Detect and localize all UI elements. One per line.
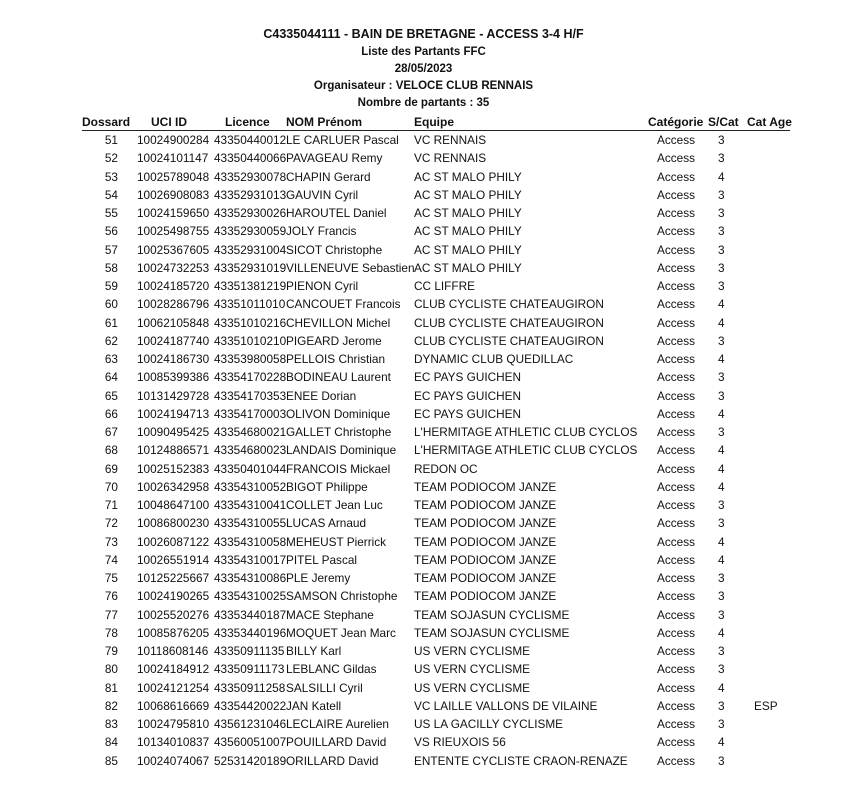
cell-licence: 43350911258 — [214, 680, 286, 695]
cell-uci-id: 10024121254 — [137, 680, 210, 695]
cell-equipe: TEAM PODIOCOM JANZE — [414, 498, 557, 512]
table-row — [0, 752, 847, 770]
cell-categorie: Access — [657, 315, 696, 330]
cell-licence: 43350440066 — [214, 151, 287, 166]
table-row — [0, 624, 847, 642]
cell-dossard: 62 — [104, 333, 118, 348]
cell-scat: 3 — [718, 242, 725, 257]
cell-scat: 3 — [718, 388, 725, 403]
cell-categorie: Access — [657, 589, 696, 604]
table-header — [82, 114, 790, 131]
cell-uci-id: 10048647100 — [137, 498, 210, 512]
cell-categorie: Access — [657, 425, 696, 439]
table-row — [0, 277, 847, 295]
header-nom: NOM Prénom — [286, 115, 363, 129]
cell-categorie: Access — [657, 151, 696, 166]
cell-licence: 43352931013 — [214, 187, 287, 202]
cell-licence: 52531420189 — [214, 753, 287, 768]
table-row — [0, 368, 847, 386]
table-row — [0, 332, 847, 350]
cell-licence: 43561231046 — [214, 717, 287, 731]
cell-categorie: Access — [657, 169, 696, 184]
cell-equipe: VS RIEUXOIS 56 — [414, 735, 506, 750]
cell-scat: 3 — [718, 206, 725, 220]
cell-equipe: AC ST MALO PHILY — [414, 224, 522, 239]
cell-scat: 4 — [718, 169, 725, 184]
cell-uci-id: 10068616669 — [137, 698, 210, 713]
cell-categorie: Access — [657, 461, 696, 476]
cell-nom: SALSILLI Cyril — [286, 680, 363, 695]
cell-dossard: 55 — [104, 206, 118, 220]
cell-categorie: Access — [657, 352, 696, 366]
header-licence: Licence — [225, 115, 270, 129]
table-row — [0, 569, 847, 587]
cell-scat: 3 — [718, 333, 725, 348]
cell-nom: LUCAS Arnaud — [286, 516, 367, 531]
table-row — [0, 387, 847, 405]
cell-scat: 3 — [718, 498, 725, 512]
race-title: C4335044111 - BAIN DE BRETAGNE - ACCESS 3-4 H/F — [263, 27, 584, 41]
cell-scat: 3 — [718, 133, 725, 147]
cell-uci-id: 10026087122 — [137, 534, 210, 549]
cell-licence: 43350401044 — [214, 461, 287, 476]
cell-licence: 43354420022 — [214, 698, 287, 713]
cell-dossard: 75 — [104, 571, 118, 585]
cell-equipe: CC LIFFRE — [414, 279, 475, 293]
cell-equipe: TEAM PODIOCOM JANZE — [414, 516, 557, 531]
cell-nom: GALLET Christophe — [286, 425, 392, 439]
cell-equipe: VC RENNAIS — [414, 151, 487, 166]
cell-categorie: Access — [657, 698, 696, 713]
cell-dossard: 52 — [104, 151, 118, 166]
starters-count: Nombre de partants : 35 — [357, 97, 490, 109]
cell-scat: 4 — [718, 352, 725, 366]
cell-uci-id: 10024732253 — [137, 260, 210, 275]
cell-dossard: 54 — [104, 187, 118, 202]
cell-uci-id: 10025367605 — [137, 242, 210, 257]
cell-licence: 43352930059 — [214, 224, 287, 239]
cell-licence: 43352931004 — [214, 242, 287, 257]
cell-dossard: 61 — [104, 315, 118, 330]
cell-categorie: Access — [657, 133, 696, 147]
cell-nom: BILLY Karl — [286, 644, 342, 658]
cell-licence: 43352930078 — [214, 169, 287, 184]
table-row — [0, 606, 847, 624]
cell-scat: 4 — [718, 406, 725, 421]
cell-nom: HAROUTEL Daniel — [286, 206, 387, 220]
document-title — [0, 26, 847, 44]
cell-categorie: Access — [657, 717, 696, 731]
cell-dossard: 81 — [104, 680, 118, 695]
table-row — [0, 514, 847, 532]
cell-categorie: Access — [657, 680, 696, 695]
cell-licence: 43351011010 — [214, 297, 286, 312]
cell-equipe: US LA GACILLY CYCLISME — [414, 717, 564, 731]
cell-equipe: CLUB CYCLISTE CHATEAUGIRON — [414, 333, 604, 348]
cell-licence: 43354310017 — [214, 552, 287, 567]
cell-uci-id: 10024101147 — [137, 151, 209, 166]
table-row — [0, 423, 847, 441]
cell-scat: 3 — [718, 370, 725, 385]
cell-dossard: 58 — [104, 260, 118, 275]
cell-categorie: Access — [657, 187, 696, 202]
cell-nom: POUILLARD David — [286, 735, 387, 750]
cell-scat: 3 — [718, 279, 725, 293]
header-scat: S/Cat — [708, 115, 739, 129]
table-row — [0, 478, 847, 496]
cell-equipe: AC ST MALO PHILY — [414, 242, 522, 257]
cell-scat: 3 — [718, 589, 725, 604]
cell-licence: 43353440196 — [214, 625, 287, 640]
cell-dossard: 64 — [104, 370, 118, 385]
starters-table — [0, 131, 847, 770]
cell-licence: 43351010216 — [214, 315, 287, 330]
cell-dossard: 72 — [104, 516, 118, 531]
cell-scat: 4 — [718, 479, 725, 494]
table-row — [0, 295, 847, 313]
cell-nom: PAVAGEAU Remy — [286, 151, 383, 166]
cell-nom: PIENON Cyril — [286, 279, 359, 293]
cell-categorie: Access — [657, 443, 696, 458]
cell-uci-id: 10086800230 — [137, 516, 210, 531]
cell-equipe: US VERN CYCLISME — [414, 644, 531, 658]
cell-scat: 4 — [718, 443, 725, 458]
cell-scat: 3 — [718, 753, 725, 768]
table-row — [0, 679, 847, 697]
cell-licence: 43354310058 — [214, 534, 287, 549]
cell-equipe: TEAM PODIOCOM JANZE — [414, 479, 557, 494]
cell-licence: 43354310086 — [214, 571, 287, 585]
cell-categorie: Access — [657, 625, 696, 640]
cell-uci-id: 10062105848 — [137, 315, 210, 330]
cell-categorie: Access — [657, 534, 696, 549]
header-categorie: Catégorie — [648, 115, 704, 129]
cell-licence: 43352930026 — [214, 206, 287, 220]
cell-nom: JOLY Francis — [286, 224, 357, 239]
cell-dossard: 76 — [104, 589, 118, 604]
cell-equipe: CLUB CYCLISTE CHATEAUGIRON — [414, 315, 604, 330]
table-row — [0, 715, 847, 733]
cell-equipe: TEAM SOJASUN CYCLISME — [414, 607, 570, 622]
cell-scat: 3 — [718, 717, 725, 731]
cell-equipe: ENTENTE CYCLISTE CRAON-RENAZE — [414, 753, 628, 768]
cell-nom: FRANCOIS Mickael — [286, 461, 391, 476]
table-row — [0, 350, 847, 368]
cell-equipe: TEAM PODIOCOM JANZE — [414, 552, 557, 567]
cell-uci-id: 10134010837 — [137, 735, 210, 750]
cell-nom: PITEL Pascal — [286, 552, 358, 567]
cell-dossard: 77 — [104, 607, 118, 622]
cell-uci-id: 10025520276 — [137, 607, 210, 622]
cell-categorie: Access — [657, 333, 696, 348]
cell-licence: 43354310041 — [214, 498, 287, 512]
cell-nom: CHEVILLON Michel — [286, 315, 391, 330]
cell-equipe: REDON OC — [414, 461, 478, 476]
cell-uci-id: 10024185720 — [137, 279, 210, 293]
cell-scat: 4 — [718, 680, 725, 695]
cell-nom: PELLOIS Christian — [286, 352, 386, 366]
cell-nom: PLE Jeremy — [286, 571, 351, 585]
cell-dossard: 57 — [104, 242, 118, 257]
table-row — [0, 733, 847, 751]
cell-scat: 3 — [718, 151, 725, 166]
cell-licence: 43354170353 — [214, 388, 287, 403]
cell-dossard: 51 — [104, 133, 118, 147]
cell-nom: MACE Stephane — [286, 607, 374, 622]
cell-scat: 4 — [718, 297, 725, 312]
cell-dossard: 63 — [104, 352, 118, 366]
cell-categorie: Access — [657, 571, 696, 585]
cell-licence: 43350440012 — [214, 133, 287, 147]
cell-dossard: 67 — [104, 425, 118, 439]
cell-uci-id: 10026551914 — [137, 552, 210, 567]
cell-licence: 43354310052 — [214, 479, 287, 494]
table-row — [0, 533, 847, 551]
cell-dossard: 71 — [104, 498, 118, 512]
cell-dossard: 53 — [104, 169, 118, 184]
cell-scat: 3 — [718, 425, 725, 439]
cell-equipe: CLUB CYCLISTE CHATEAUGIRON — [414, 297, 604, 312]
cell-licence: 43350911135 — [214, 644, 285, 658]
table-row — [0, 642, 847, 660]
cell-uci-id: 10085399386 — [137, 370, 210, 385]
table-row — [0, 131, 847, 149]
cell-licence: 43354680021 — [214, 425, 287, 439]
cell-uci-id: 10024074067 — [137, 753, 210, 768]
cell-nom: JAN Katell — [286, 698, 342, 713]
cell-uci-id: 10028286796 — [137, 297, 210, 312]
cell-nom: LEBLANC Gildas — [286, 662, 377, 677]
cell-uci-id: 10026908083 — [137, 187, 210, 202]
organizer: Organisateur : VELOCE CLUB RENNAIS — [313, 80, 534, 92]
cell-equipe: DYNAMIC CLUB QUEDILLAC — [414, 352, 574, 366]
cell-categorie: Access — [657, 479, 696, 494]
cell-categorie: Access — [657, 370, 696, 385]
table-row — [0, 587, 847, 605]
cell-scat: 3 — [718, 607, 725, 622]
table-row — [0, 405, 847, 423]
cell-equipe: AC ST MALO PHILY — [414, 169, 522, 184]
cell-dossard: 66 — [104, 406, 118, 421]
cell-dossard: 56 — [104, 224, 118, 239]
cell-scat: 4 — [718, 625, 725, 640]
cell-nom: MEHEUST Pierrick — [286, 534, 387, 549]
table-row — [0, 241, 847, 259]
cell-dossard: 74 — [104, 552, 118, 567]
cell-uci-id: 10024186730 — [137, 352, 210, 366]
cell-licence: 43353440187 — [214, 607, 287, 622]
cell-equipe: US VERN CYCLISME — [414, 680, 531, 695]
race-date: 28/05/2023 — [394, 63, 453, 75]
cell-scat: 3 — [718, 260, 725, 275]
cell-uci-id: 10025152383 — [137, 461, 210, 476]
cell-uci-id: 10025498755 — [137, 224, 210, 239]
cell-nom: PIGEARD Jerome — [286, 333, 382, 348]
cell-nom: BIGOT Philippe — [286, 479, 368, 494]
list-subtitle: Liste des Partants FFC — [361, 46, 486, 58]
cell-equipe: AC ST MALO PHILY — [414, 260, 522, 275]
table-row — [0, 168, 847, 186]
cell-categorie: Access — [657, 279, 696, 293]
cell-nom: BODINEAU Laurent — [286, 370, 391, 385]
cell-dossard: 59 — [104, 279, 118, 293]
cell-licence: 43354310025 — [214, 589, 287, 604]
cell-uci-id: 10085876205 — [137, 625, 210, 640]
cell-nom: ENEE Dorian — [286, 388, 357, 403]
table-row — [0, 496, 847, 514]
cell-scat: 3 — [718, 516, 725, 531]
cell-licence: 43354170228 — [214, 370, 287, 385]
header-cat-age: Cat Age — [747, 115, 792, 129]
cell-equipe: AC ST MALO PHILY — [414, 206, 522, 220]
cell-dossard: 83 — [104, 717, 118, 731]
cell-nom: SAMSON Christophe — [286, 589, 398, 604]
cell-dossard: 84 — [104, 735, 118, 750]
cell-categorie: Access — [657, 206, 696, 220]
cell-uci-id: 10024187740 — [137, 333, 210, 348]
cell-equipe: AC ST MALO PHILY — [414, 187, 522, 202]
cell-nom: VILLENEUVE Sebastien — [286, 260, 415, 275]
cell-dossard: 68 — [104, 443, 118, 458]
cell-equipe: VC LAILLE VALLONS DE VILAINE — [414, 698, 598, 713]
cell-categorie: Access — [657, 552, 696, 567]
cell-licence: 43350911173 — [214, 662, 285, 677]
cell-equipe: TEAM PODIOCOM JANZE — [414, 589, 557, 604]
cell-scat: 3 — [718, 698, 725, 713]
cell-uci-id: 10024795810 — [137, 717, 210, 731]
table-row — [0, 149, 847, 167]
cell-dossard: 65 — [104, 388, 118, 403]
cell-nom: ORILLARD David — [286, 753, 379, 768]
header-uci-id: UCI ID — [151, 115, 187, 129]
cell-uci-id: 10026342958 — [137, 479, 210, 494]
cell-licence: 43353980058 — [214, 352, 287, 366]
cell-dossard: 70 — [104, 479, 118, 494]
cell-scat: 3 — [718, 187, 725, 202]
cell-scat: 4 — [718, 534, 725, 549]
cell-nom: COLLET Jean Luc — [286, 498, 383, 512]
cell-categorie: Access — [657, 644, 696, 658]
cell-scat: 4 — [718, 735, 725, 750]
cell-licence: 43354170003 — [214, 406, 287, 421]
cell-uci-id: 10024194713 — [137, 406, 210, 421]
header-equipe: Equipe — [414, 115, 455, 129]
table-row — [0, 314, 847, 332]
cell-categorie: Access — [657, 753, 696, 768]
cell-uci-id: 10024190265 — [137, 589, 210, 604]
cell-equipe: US VERN CYCLISME — [414, 662, 531, 677]
cell-nom: GAUVIN Cyril — [286, 187, 359, 202]
cell-licence: 43352931019 — [214, 260, 287, 275]
cell-equipe: TEAM PODIOCOM JANZE — [414, 534, 557, 549]
cell-equipe: TEAM SOJASUN CYCLISME — [414, 625, 570, 640]
cell-equipe: EC PAYS GUICHEN — [414, 406, 522, 421]
cell-scat: 4 — [718, 552, 725, 567]
cell-dossard: 80 — [104, 662, 118, 677]
cell-equipe: L'HERMITAGE ATHLETIC CLUB CYCLOS — [414, 443, 638, 458]
cell-categorie: Access — [657, 242, 696, 257]
cell-categorie: Access — [657, 662, 696, 677]
table-row — [0, 551, 847, 569]
cell-nom: LANDAIS Dominique — [286, 443, 397, 458]
cell-uci-id: 10024900284 — [137, 133, 210, 147]
cell-dossard: 79 — [104, 644, 118, 658]
cell-categorie: Access — [657, 498, 696, 512]
table-row — [0, 186, 847, 204]
cell-categorie: Access — [657, 406, 696, 421]
cell-categorie: Access — [657, 516, 696, 531]
cell-nom: CANCOUET Francois — [286, 297, 401, 312]
cell-nom: MOQUET Jean Marc — [286, 625, 396, 640]
cell-dossard: 60 — [104, 297, 118, 312]
cell-uci-id: 10024184912 — [137, 662, 210, 677]
cell-categorie: Access — [657, 297, 696, 312]
cell-dossard: 85 — [104, 753, 118, 768]
cell-uci-id: 10125225667 — [137, 571, 210, 585]
table-row — [0, 460, 847, 478]
cell-nom: LE CARLUER Pascal — [286, 133, 399, 147]
cell-licence: 43560051007 — [214, 735, 287, 750]
cell-licence: 43354310055 — [214, 516, 287, 531]
cell-dossard: 78 — [104, 625, 118, 640]
cell-dossard: 73 — [104, 534, 118, 549]
cell-nom: LECLAIRE Aurelien — [286, 717, 389, 731]
cell-uci-id: 10118608146 — [137, 644, 209, 658]
table-row — [0, 660, 847, 678]
cell-scat: 3 — [718, 571, 725, 585]
cell-uci-id: 10025789048 — [137, 169, 210, 184]
header-dossard: Dossard — [82, 115, 131, 129]
cell-dossard: 82 — [104, 698, 118, 713]
cell-nom: SICOT Christophe — [286, 242, 383, 257]
cell-licence: 43354680023 — [214, 443, 287, 458]
cell-scat: 4 — [718, 315, 725, 330]
cell-uci-id: 10131429728 — [137, 388, 210, 403]
table-row — [0, 222, 847, 240]
cell-categorie: Access — [657, 260, 696, 275]
cell-categorie: Access — [657, 388, 696, 403]
cell-dossard: 69 — [104, 461, 118, 476]
cell-equipe: TEAM PODIOCOM JANZE — [414, 571, 557, 585]
cell-nom: CHAPIN Gerard — [286, 169, 371, 184]
cell-equipe: EC PAYS GUICHEN — [414, 370, 522, 385]
cell-scat: 3 — [718, 224, 725, 239]
cell-licence: 43351010210 — [214, 333, 287, 348]
cell-uci-id: 10024159650 — [137, 206, 210, 220]
cell-cat-age: ESP — [754, 698, 778, 713]
table-row — [0, 204, 847, 222]
cell-categorie: Access — [657, 735, 696, 750]
cell-uci-id: 10124886571 — [137, 443, 210, 458]
cell-scat: 3 — [718, 662, 725, 677]
table-row — [0, 697, 847, 715]
cell-licence: 43351381219 — [214, 279, 287, 293]
cell-nom: OLIVON Dominique — [286, 406, 391, 421]
table-row — [0, 259, 847, 277]
cell-categorie: Access — [657, 607, 696, 622]
cell-equipe: EC PAYS GUICHEN — [414, 388, 522, 403]
cell-scat: 4 — [718, 461, 725, 476]
cell-equipe: L'HERMITAGE ATHLETIC CLUB CYCLOS — [414, 425, 638, 439]
cell-equipe: VC RENNAIS — [414, 133, 487, 147]
table-row — [0, 441, 847, 459]
cell-categorie: Access — [657, 224, 696, 239]
cell-uci-id: 10090495425 — [137, 425, 210, 439]
cell-scat: 3 — [718, 644, 725, 658]
